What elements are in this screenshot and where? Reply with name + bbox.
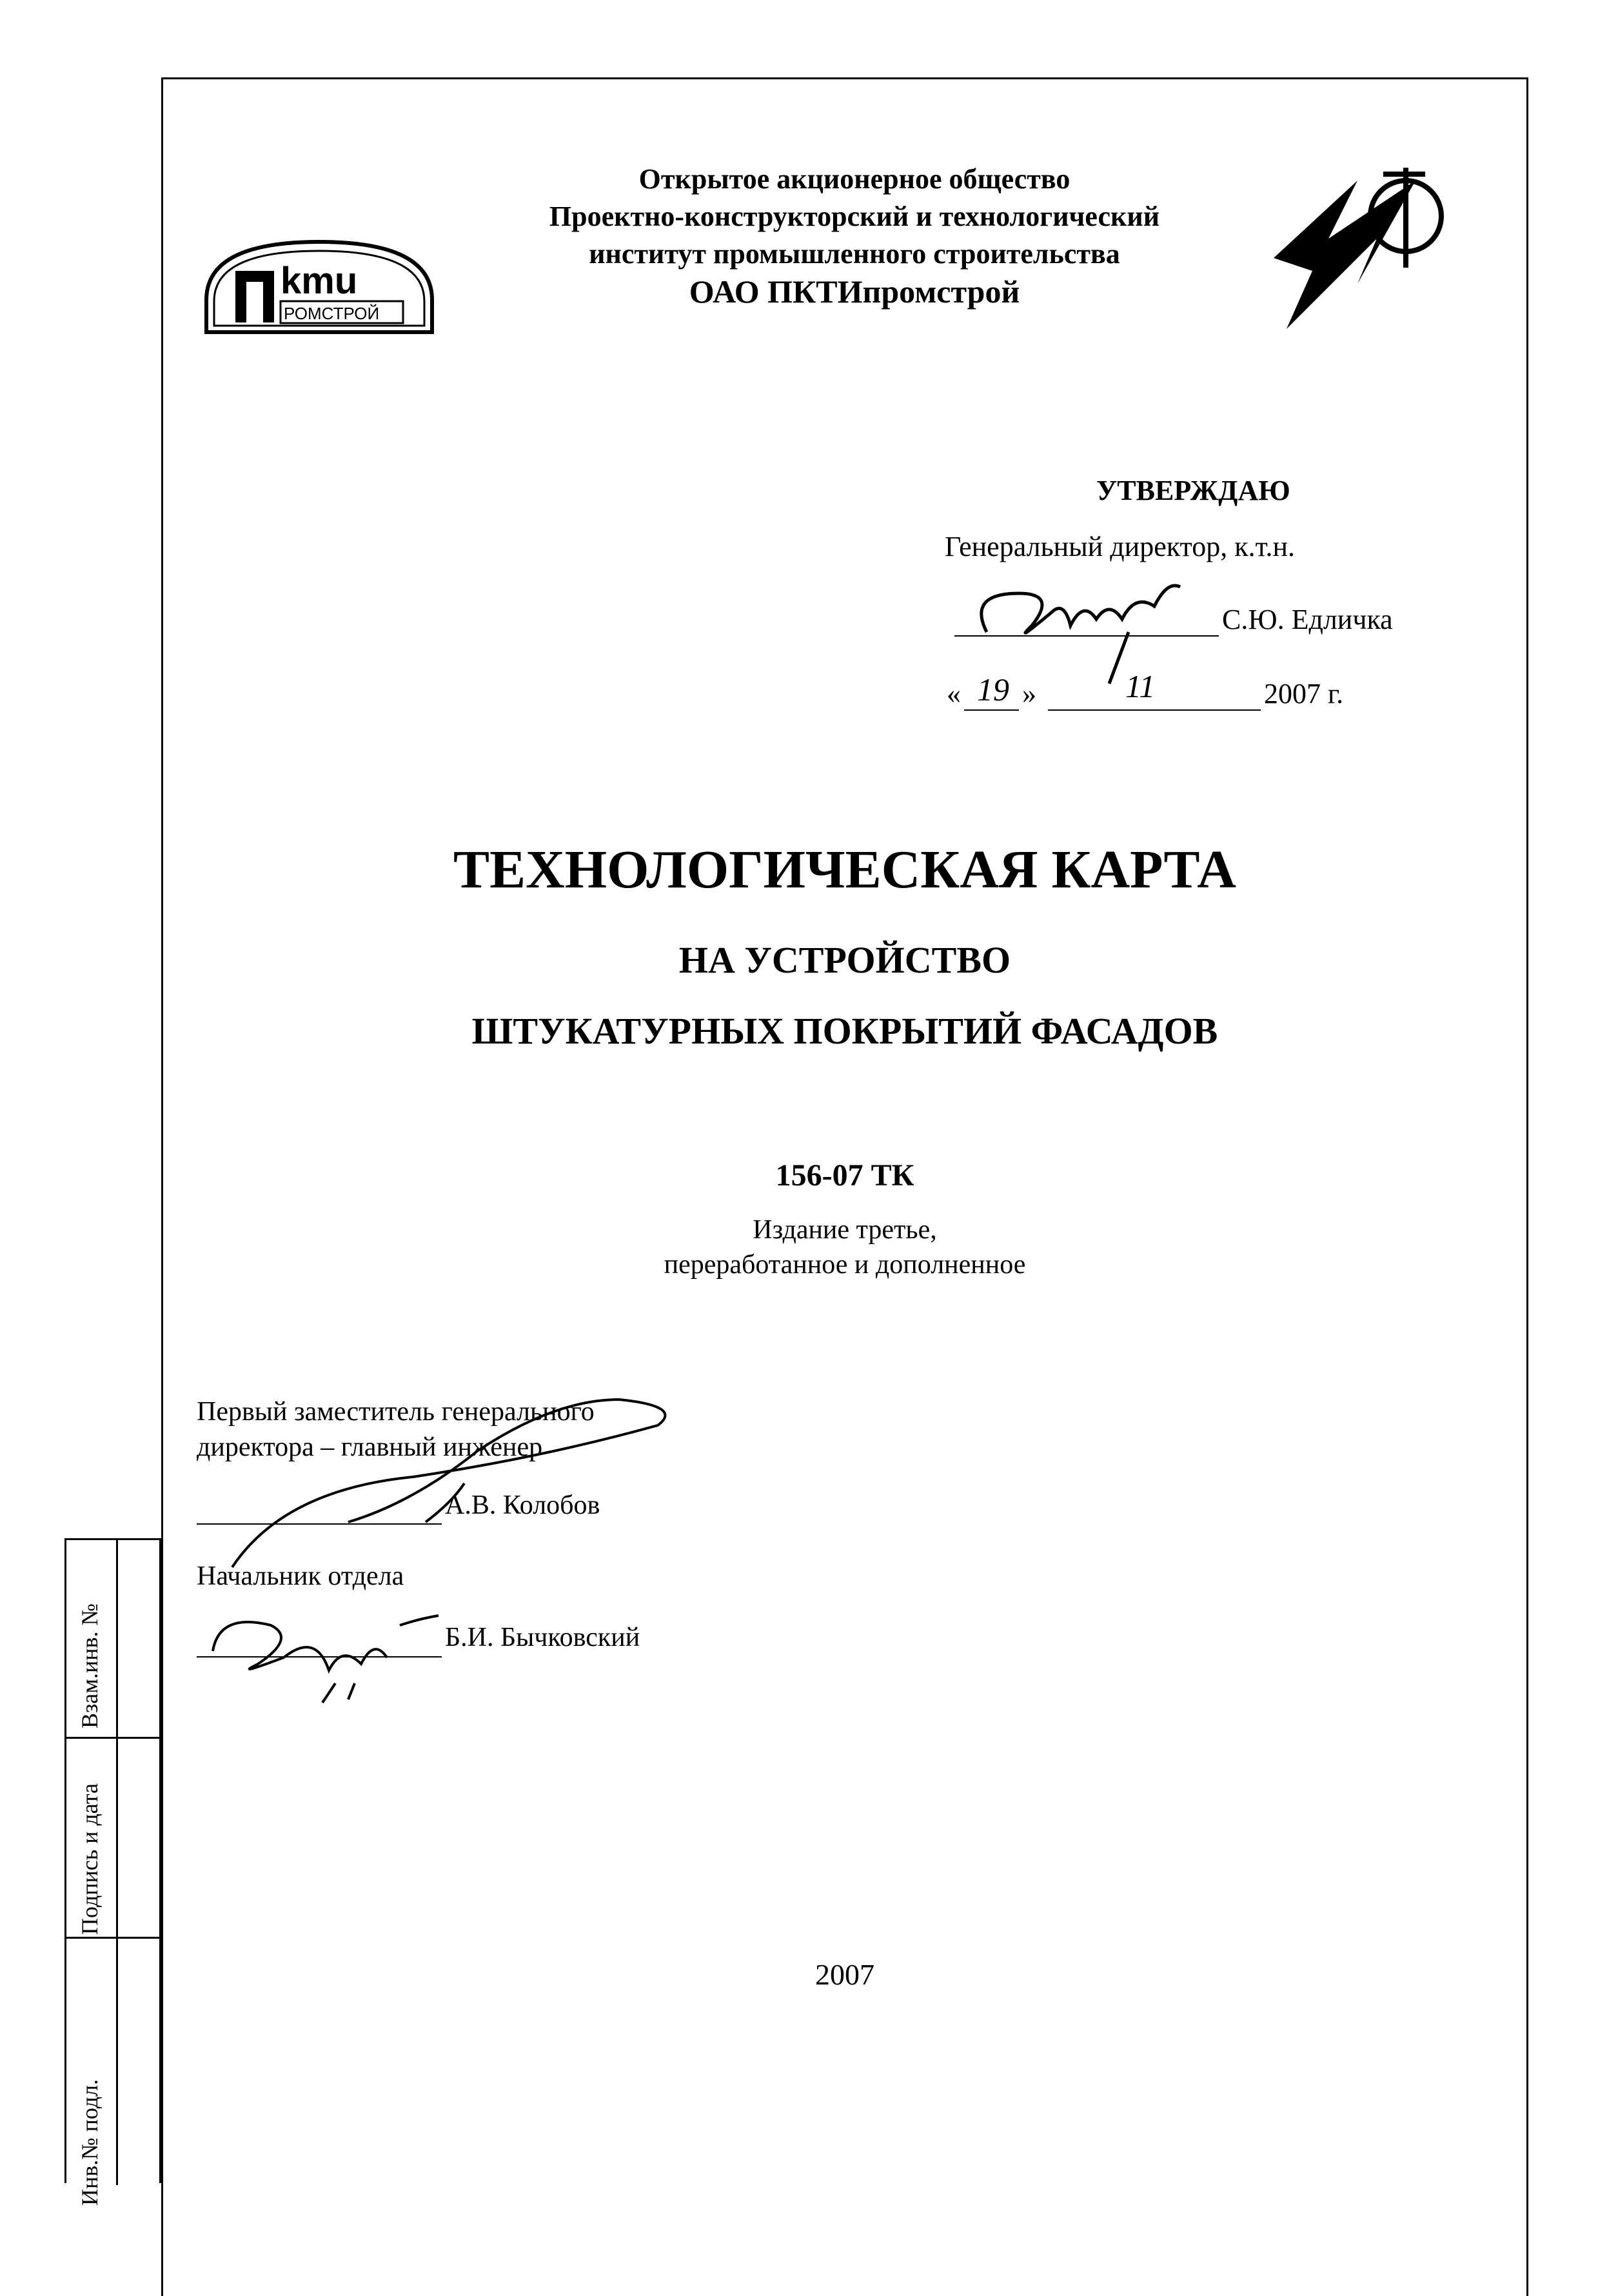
org-line-1: Открытое акционерное общество — [638, 163, 1070, 195]
approval-year: 2007 г. — [1264, 678, 1344, 709]
stamp-field-original-inv: Инв.№ подл. — [77, 2079, 103, 2206]
org-line-2: Проектно-конструкторский и технологический — [549, 201, 1160, 232]
edition-line-1: Издание третье, — [753, 1215, 937, 1245]
approval-day-line — [964, 709, 1019, 711]
signer-1-signature — [219, 1374, 684, 1593]
document-subtitle-2: ШТУКАТУРНЫХ ПОКРЫТИЙ ФАСАДОВ — [471, 1010, 1218, 1052]
signer-2-position: Начальник отдела — [197, 1561, 404, 1591]
pkti-logo — [200, 229, 439, 345]
signer-2-signature — [193, 1593, 451, 1709]
logo-left-text: РОМСТРОЙ — [284, 304, 380, 323]
approval-position: Генеральный директор, к.т.н. — [945, 531, 1296, 562]
stamp-divider-1 — [66, 1737, 163, 1739]
approval-quote-open: « — [947, 678, 961, 709]
org-name: ОАО ПКТИпромстрой — [689, 273, 1020, 310]
org-line-3: институт промышленного строительства — [589, 238, 1120, 270]
svg-text:kmu: kmu — [281, 260, 358, 302]
signer-1-name: А.В. Колобов — [445, 1490, 600, 1520]
stamp-field-replacement-inv: Взам.инв. № — [77, 1603, 103, 1728]
footer-year: 2007 — [815, 1958, 874, 1991]
approval-name: С.Ю. Едличка — [1222, 604, 1393, 635]
signer-1-position-line-1: Первый заместитель генерального — [197, 1397, 595, 1427]
document-code: 156-07 ТК — [775, 1158, 914, 1193]
document-subtitle-1: НА УСТРОЙСТВО — [678, 939, 1011, 981]
approval-quote-close: » — [1022, 678, 1036, 709]
stamp-divider-2 — [66, 1937, 163, 1939]
fb-emblem-logo — [1267, 155, 1454, 335]
edition-line-2: переработанное и дополненное — [664, 1250, 1026, 1280]
approval-month-line — [1048, 709, 1261, 711]
approval-day: 19 — [977, 671, 1009, 708]
stamp-field-signature-date: Подпись и дата — [77, 1783, 103, 1935]
approval-heading: УТВЕРЖДАЮ — [1096, 475, 1290, 506]
signer-2-name: Б.И. Бычковский — [445, 1623, 640, 1652]
signer-1-position-line-2: директора – главный инженер — [197, 1432, 543, 1462]
approval-month: 11 — [1125, 668, 1156, 704]
document-title: ТЕХНОЛОГИЧЕСКАЯ КАРТА — [453, 840, 1236, 900]
